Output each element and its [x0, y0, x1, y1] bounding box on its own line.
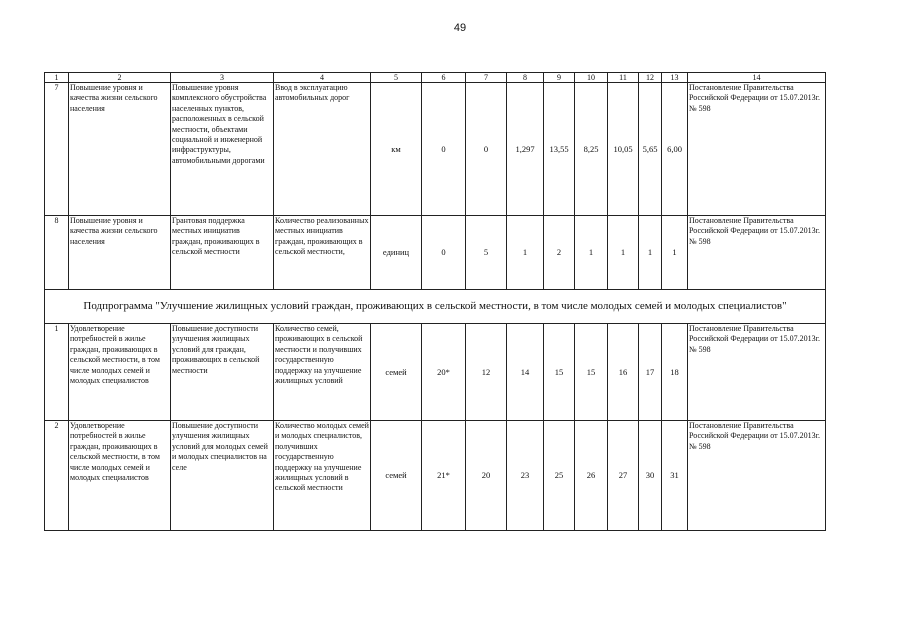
value-cell: 0 [422, 216, 466, 290]
header-cell: 6 [422, 73, 466, 83]
value-cell: 6,00 [662, 83, 688, 216]
value-cell: 18 [662, 324, 688, 421]
goal-cell: Удовлетворение потребностей в жилье граждан, проживающих в сельской местности, в том числе молодых семей и молодых специалистов [69, 421, 171, 531]
row-number: 2 [45, 421, 69, 531]
document-cell: Постановление Правительства Российской Федерации от 15.07.2013г. № 598 [688, 421, 826, 531]
header-cell: 8 [507, 73, 544, 83]
header-cell: 5 [371, 73, 422, 83]
table-row [45, 324, 826, 421]
row-number: 8 [45, 216, 69, 290]
task-cell: Повышение уровня комплексного обустройства населенных пунктов, расположенных в сельской местности, объектами социальной и инженерной инфраструктуры, автомобильными дорогами [171, 83, 274, 216]
value-cell: 1,297 [507, 83, 544, 216]
header-cell: 13 [662, 73, 688, 83]
header-row [45, 73, 826, 83]
value-cell: 20* [422, 324, 466, 421]
value-cell: 1 [507, 216, 544, 290]
table-row [45, 216, 826, 290]
value-cell: 0 [422, 83, 466, 216]
goal-cell: Удовлетворение потребностей в жилье граждан, проживающих в сельской местности, в том числе молодых семей и молодых специалистов [69, 324, 171, 421]
value-cell: 16 [608, 324, 639, 421]
document-cell: Постановление Правительства Российской Федерации от 15.07.2013г. № 598 [688, 216, 826, 290]
document-cell: Постановление Правительства Российской Федерации от 15.07.2013г. № 598 [688, 83, 826, 216]
value-cell: 12 [466, 324, 507, 421]
indicator-cell: Количество реализованных местных инициатив граждан, проживающих в сельской местности, [274, 216, 371, 290]
header-cell: 7 [466, 73, 507, 83]
header-cell: 3 [171, 73, 274, 83]
task-cell: Повышение доступности улучшения жилищных условий для граждан, проживающих в сельской местности [171, 324, 274, 421]
value-cell: 5 [466, 216, 507, 290]
subprogram-title: Подпрограмма "Улучшение жилищных условий граждан, проживающих в сельской местности, в том числе молодых семей и молодых специалистов" [45, 290, 826, 324]
unit-cell: км [371, 83, 422, 216]
unit-cell: семей [371, 324, 422, 421]
goal-cell: Повышение уровня и качества жизни сельского населения [69, 83, 171, 216]
table-row [45, 421, 826, 531]
header-cell: 4 [274, 73, 371, 83]
header-cell: 2 [69, 73, 171, 83]
value-cell: 26 [575, 421, 608, 531]
indicator-cell: Количество молодых семей и молодых специалистов, получивших государственную поддержку на улучшение жилищных условий в сельской местности [274, 421, 371, 531]
value-cell: 2 [544, 216, 575, 290]
subprogram-row [45, 290, 826, 324]
value-cell: 13,55 [544, 83, 575, 216]
unit-cell: семей [371, 421, 422, 531]
value-cell: 17 [639, 324, 662, 421]
header-cell: 10 [575, 73, 608, 83]
header-cell: 12 [639, 73, 662, 83]
value-cell: 1 [608, 216, 639, 290]
value-cell: 5,65 [639, 83, 662, 216]
indicators-table [44, 72, 826, 531]
value-cell: 8,25 [575, 83, 608, 216]
task-cell: Грантовая поддержка местных инициатив граждан, проживающих в сельской местности [171, 216, 274, 290]
value-cell: 10,05 [608, 83, 639, 216]
value-cell: 15 [544, 324, 575, 421]
header-cell: 9 [544, 73, 575, 83]
value-cell: 30 [639, 421, 662, 531]
header-cell: 11 [608, 73, 639, 83]
value-cell: 14 [507, 324, 544, 421]
page-number: 49 [453, 22, 467, 34]
value-cell: 23 [507, 421, 544, 531]
table-row [45, 83, 826, 216]
task-cell: Повышение доступности улучшения жилищных условий для молодых семей и молодых специалистов на селе [171, 421, 274, 531]
header-cell: 1 [45, 73, 69, 83]
indicator-cell: Ввод в эксплуатацию автомобильных дорог [274, 83, 371, 216]
unit-cell: единиц [371, 216, 422, 290]
header-cell: 14 [688, 73, 826, 83]
value-cell: 1 [662, 216, 688, 290]
document-cell: Постановление Правительства Российской Федерации от 15.07.2013г. № 598 [688, 324, 826, 421]
value-cell: 1 [639, 216, 662, 290]
value-cell: 31 [662, 421, 688, 531]
value-cell: 0 [466, 83, 507, 216]
value-cell: 1 [575, 216, 608, 290]
indicator-cell: Количество семей, проживающих в сельской местности и получивших государственную поддержку на улучшение жилищных условий [274, 324, 371, 421]
value-cell: 21* [422, 421, 466, 531]
row-number: 1 [45, 324, 69, 421]
value-cell: 27 [608, 421, 639, 531]
goal-cell: Повышение уровня и качества жизни сельского населения [69, 216, 171, 290]
value-cell: 25 [544, 421, 575, 531]
value-cell: 20 [466, 421, 507, 531]
row-number: 7 [45, 83, 69, 216]
value-cell: 15 [575, 324, 608, 421]
